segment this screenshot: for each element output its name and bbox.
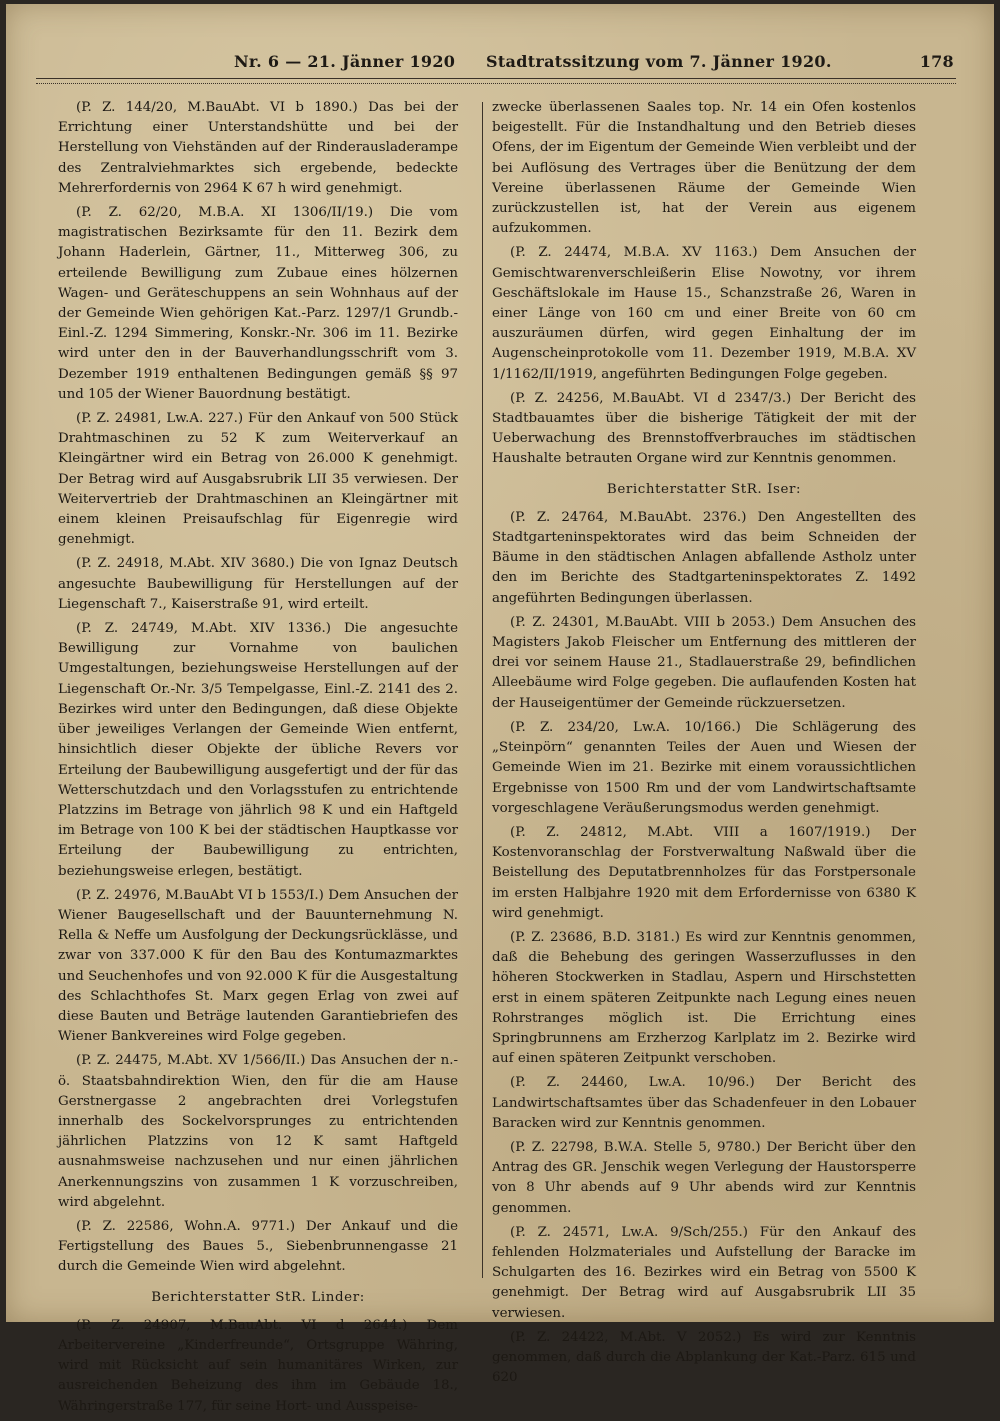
resolution-paragraph: (P. Z. 24976, M.BauAbt VI b 1553/I.) Dem Ansuchen der Wiener Baugesellschaft und der Bauunternehmung N. Rella & Neffe um Ausfolgung der Deckungsrücklässe, und zwar von 337.000 K für den Bau des Kontumazmarktes und Seuchenhofes und von 92.000 K für die Ausgestaltung des Schlachthofes St. Marx gegen Erlag von zwei auf diese Bauten und Beträge lautenden Garantiebriefen des Wiener Bankvereines wird Folge gegeben. — [58, 887, 458, 1045]
section-title: Stadtratssitzung vom 7. Jänner 1920. — [486, 52, 832, 71]
issue-info: Nr. 6 — 21. Jänner 1920 — [234, 52, 456, 71]
resolution-paragraph: (P. Z. 24475, M.Abt. XV 1/566/II.) Das Ansuchen der n.-ö. Staatsbahndirektion Wien, den für die am Hause Gerstnergasse 2 angebrachten drei Vorlegstufen innerhalb des Sockelvorsprunges zu entrichtenden jährlichen Platzzins von 12 K samt Haftgeld ausnahmsweise nachzusehen und nur einen jährlichen Anerkennungszins von zusammen 1 K vorzuschreiben, wird abgelehnt. — [58, 1053, 458, 1210]
page-number: 178 — [919, 52, 954, 71]
resolution-paragraph: (P. Z. 24474, M.B.A. XV 1163.) Dem Ansuchen der Gemischtwarenverschleißerin Elise Nowotny, vor ihrem Geschäftslokale im Hause 15., Schanzstraße 26, Waren in einer Länge von 160 cm und einer Breite von 60 cm auszuräumen dürfen, wird gegen Einhaltung der im Augenscheinprotokolle vom 11. Dezember 1919, M.B.A. XV 1/1162/II/1919, angeführten Bedingungen Folge gegeben. — [492, 245, 916, 382]
resolution-paragraph: (P. Z. 24981, Lw.A. 227.) Für den Ankauf von 500 Stück Drahtmaschinen zu 52 K zum Weiterverkauf an Kleingärtner wird ein Betrag von 26.000 K genehmigt. Der Betrag wird auf Ausgabsrubrik LII 35 verwiesen. Der Weitervertrieb der Drahtmaschinen an Kleingärtner mit einem kleinen Preisaufschlag für Eigenregie wird genehmigt. — [58, 411, 458, 548]
resolution-paragraph: (P. Z. 24422, M.Abt. V 2052.) Es wird zur Kenntnis genommen, daß durch die Abplankung der Kat.-Parz. 615 und 620 — [492, 1329, 916, 1386]
resolution-paragraph: (P. Z. 24918, M.Abt. XIV 3680.) Die von Ignaz Deutsch angesuchte Baubewilligung für Herstellungen auf der Liegenschaft 7., Kaiserstraße 91, wird erteilt. — [58, 556, 458, 612]
resolution-paragraph: (P. Z. 144/20, M.BauAbt. VI b 1890.) Das bei der Errichtung einer Unterstandshütte und bei der Herstellung von Viehständen auf der Rinderausladerampe des Zentralviehmarktes sich ergebende, bedeckte Mehrerfordernis von 2964 K 67 h wird genehmigt. — [58, 100, 458, 196]
reporter-heading: Berichterstatter StR. Iser: — [606, 481, 802, 497]
newspaper-page — [6, 4, 994, 1414]
resolution-paragraph: (P. Z. 234/20, Lw.A. 10/166.) Die Schlägerung des „Steinpörn“ genannten Teiles der Auen und Wiesen der Gemeinde Wien im 21. Bezirke mit einem voraussichtlichen Ergebnisse von 1500 Rm und der vom Landwirtschaftsamte vorgeschlagene Veräußerungsmodus werden genehmigt. — [492, 719, 916, 816]
resolution-paragraph: (P. Z. 62/20, M.B.A. XI 1306/II/19.) Die vom magistratischen Bezirksamte für den 11. Bezirk dem Johann Haderlein, Gärtner, 11., Mitterweg 306, zu erteilende Bewilligung zum Zubaue eines hölzernen Wagen- und Geräteschuppens an sein Wohnhaus auf der der Gemeinde Wien gehörigen Kat.-Parz. 1297/1 Grundb.-Einl.-Z. 1294 Simmering, Konskr.-Nr. 306 im 11. Bezirke wird unter den in der Bauverhandlungsschrift vom 3. Dezember 1919 enthaltenen Bedingungen gemäß §§ 97 und 105 der Wiener Bauordnung bestätigt. — [58, 205, 458, 402]
resolution-paragraph: (P. Z. 24571, Lw.A. 9/Sch/255.) Für den Ankauf des fehlenden Holzmateriales und Aufstellung der Baracke im Schulgarten des 16. Bezirkes wird ein Betrag von 5500 K genehmigt. Der Betrag wird auf Ausgabsrubrik LII 35 verwiesen. — [492, 1224, 916, 1321]
right-column — [492, 98, 916, 1392]
continued-paragraph: zwecke überlassenen Saales top. Nr. 14 ein Ofen kostenlos beigestellt. Für die Instandhaltung und den Betrieb dieses Ofens, der im Eigentum der Gemeinde Wien verbleibt und der bei Auflösung des Vertrages über die Benützung der dem Vereine überlassenen Räume der Gemeinde Wien zurückzustellen ist, hat der Verein aus eigenem aufzukommen. — [492, 100, 916, 237]
left-column — [58, 98, 458, 1421]
resolution-paragraph: (P. Z. 24812, M.Abt. VIII a 1607/1919.) Der Kostenvoranschlag der Forstverwaltung Naßwald über die Beistellung des Deputatbrennholzes für das Forstpersonale im ersten Halbjahre 1920 mit dem Erfordernisse von 6380 K wird genehmigt. — [492, 824, 916, 921]
resolution-paragraph: (P. Z. 24460, Lw.A. 10/96.) Der Bericht des Landwirtschaftsamtes über das Schadenfeuer in den Lobauer Baracken wird zur Kenntnis genommen. — [492, 1075, 916, 1131]
resolution-paragraph: (P. Z. 24907, M.BauAbt. VI d 2644.) Dem Arbeitervereine „Kinderfreunde“, Ortsgruppe Währing, wird mit Rücksicht auf sein humanitäres Wirken, zur ausreichenden Beheizung des ihm im Gebäude 18., Währingerstraße 177, für seine Hort- und Ausspeise- — [58, 1317, 458, 1414]
resolution-paragraph: (P. Z. 24256, M.BauAbt. VI d 2347/3.) Der Bericht des Stadtbauamtes über die bisherige Tätigkeit der mit der Ueberwachung des Brennstoffverbrauches im städtischen Haushalte betrauten Organe wird zur Kenntnis genommen. — [492, 390, 916, 467]
resolution-paragraph: (P. Z. 24749, M.Abt. XIV 1336.) Die angesuchte Bewilligung zur Vornahme von baulichen Umgestaltungen, beziehungsweise Herstellungen auf der Liegenschaft Or.-Nr. 3/5 Tempelgasse, Einl.-Z. 2141 des 2. Bezirkes wird unter den Bedingungen, daß diese Objekte über jeweiliges Verlangen der Gemeinde Wien entfernt, hinsichtlich dieser Objekte der übliche Revers vor Erteilung der Baubewilligung ausgefertigt und der für das Wetterschutzdach und den Vorlagsstufen zu entrichtende Platzzins im Betrage von jährlich 98 K und ein Haftgeld im Betrage von 100 K bei der städtischen Hauptkasse vor Erteilung der Baubewilligung zu entrichten, beziehungsweise erlegen, bestätigt. — [58, 621, 458, 879]
resolution-paragraph: (P. Z. 22586, Wohn.A. 9771.) Der Ankauf und die Fertigstellung des Baues 5., Siebenbrunnengasse 21 durch die Gemeinde Wien wird abgelehnt. — [58, 1218, 458, 1275]
column-divider — [482, 102, 483, 1278]
header-rule — [36, 78, 956, 84]
resolution-paragraph: (P. Z. 24764, M.BauAbt. 2376.) Den Angestellten des Stadtgarteninspektorates wird das beim Schneiden der Bäume in den städtischen Anlagen abfallende Astholz unter den im Berichte des Stadtgarteninspektorates Z. 1492 angeführten Bedingungen überlassen. — [492, 509, 916, 606]
resolution-paragraph: (P. Z. 22798, B.W.A. Stelle 5, 9780.) Der Bericht über den Antrag des GR. Jenschik wegen Verlegung der Haustorsperre von 8 Uhr abends auf 9 Uhr abends wird zur Kenntnis genommen. — [492, 1139, 916, 1216]
reporter-heading: Berichterstatter StR. Linder: — [151, 1289, 365, 1305]
resolution-paragraph: (P. Z. 24301, M.BauAbt. VIII b 2053.) Dem Ansuchen des Magisters Jakob Fleischer um Entfernung des mittleren der drei vor seinem Hause 21., Stadlauerstraße 29, befindlichen Alleebäume wird Folge gegeben. Die auflaufenden Kosten hat der Hauseigentümer der Gemeinde rückzuersetzen. — [492, 614, 916, 711]
resolution-paragraph: (P. Z. 23686, B.D. 3181.) Es wird zur Kenntnis genommen, daß die Behebung des geringen Wasserzuflusses in den höheren Stockwerken in Stadlau, Aspern und Hirschstetten erst in einem späteren Zeitpunkte nach Legung eines neuen Rohrstranges möglich ist. Die Errichtung eines Springbrunnens am Erzherzog Karlplatz im 2. Bezirke wird auf einen späteren Zeitpunkt verschoben. — [492, 929, 916, 1067]
